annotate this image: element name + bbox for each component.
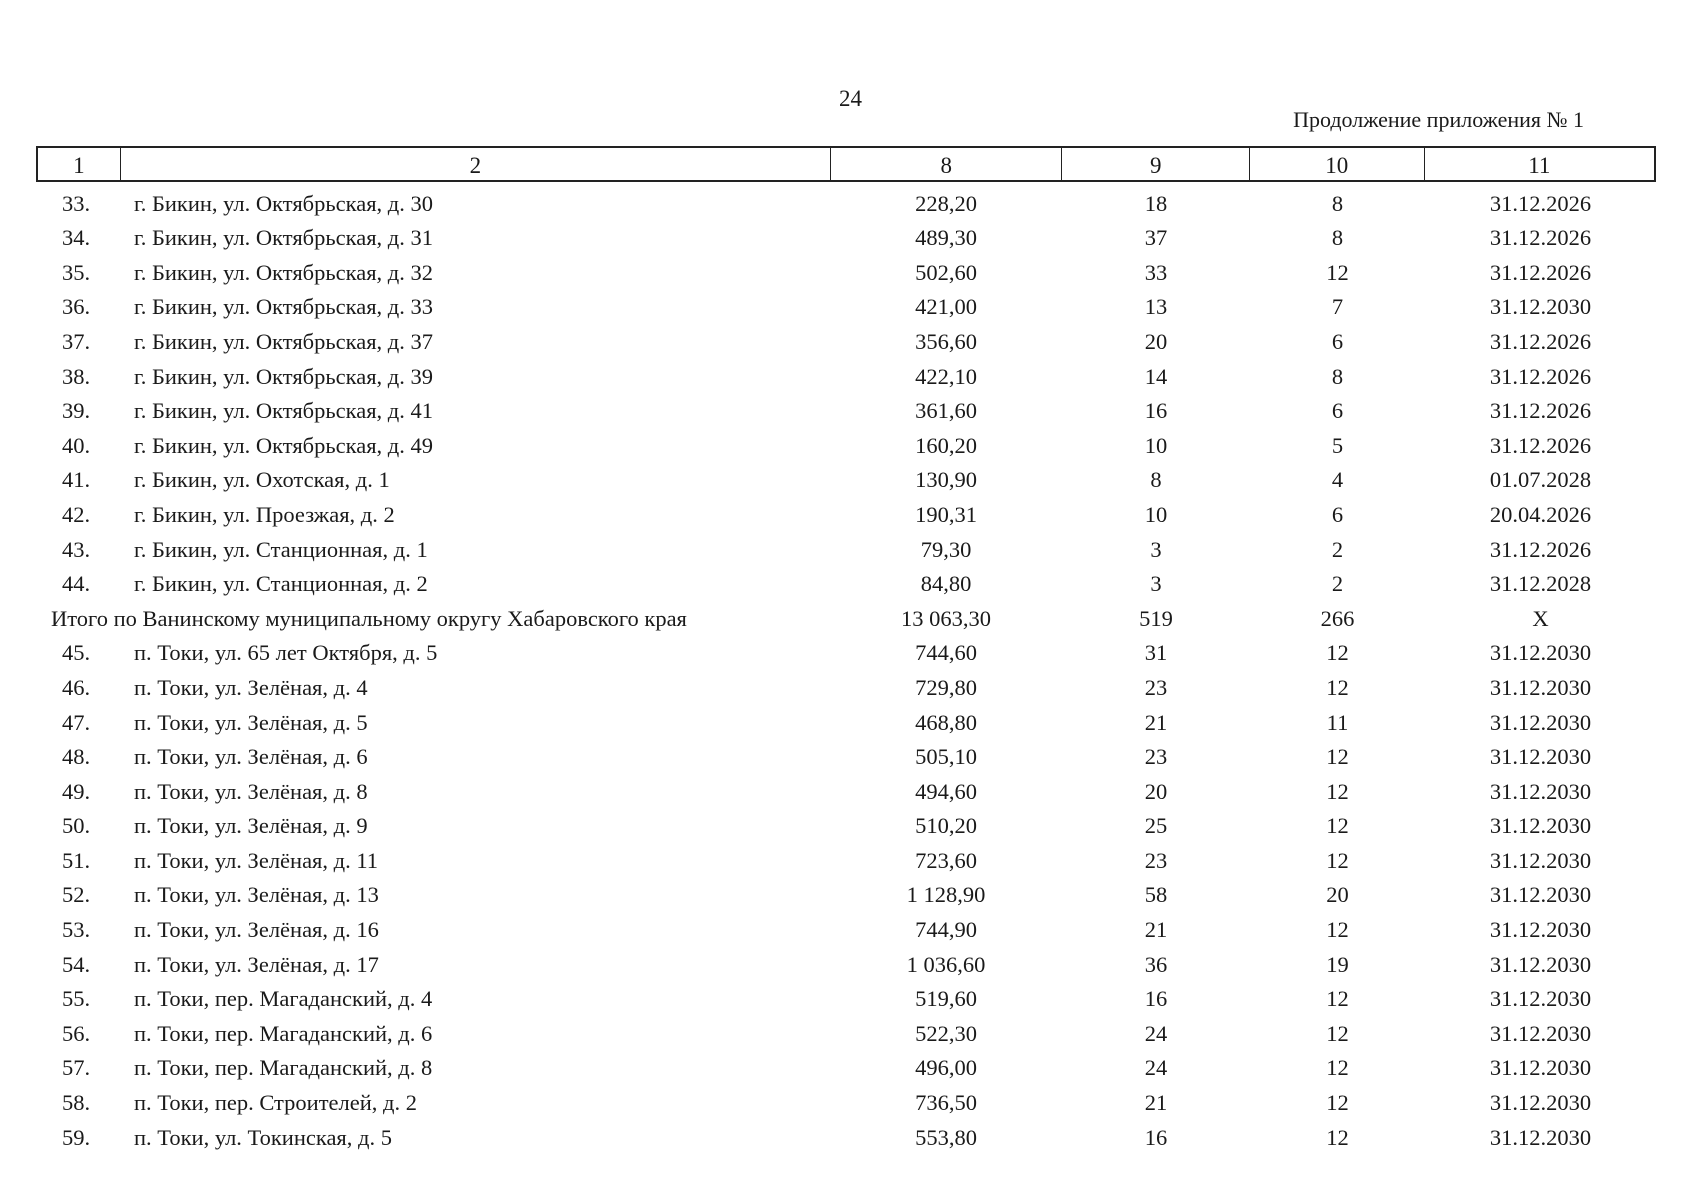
apartments-cell: 6: [1331, 328, 1344, 354]
area-cell: 84,80: [920, 571, 972, 597]
apartments-cell: 12: [1326, 813, 1349, 839]
table-row: [36, 1047, 1656, 1082]
row-number: 40.: [62, 432, 91, 458]
address-cell: г. Бикин, ул. Станционная, д. 2: [134, 571, 428, 597]
residents-cell: 13: [1144, 294, 1168, 320]
area-cell: 510,20: [915, 813, 977, 839]
apartments-cell: 12: [1326, 744, 1349, 770]
residents-cell: 3: [1150, 571, 1162, 597]
area-cell: 468,80: [915, 709, 977, 735]
address-cell: п. Токи, пер. Магаданский, д. 6: [134, 1020, 433, 1046]
residents-cell: 20: [1144, 778, 1168, 804]
address-cell: г. Бикин, ул. Октябрьская, д. 41: [134, 398, 433, 424]
row-number: 55.: [62, 986, 91, 1012]
residents-cell: 10: [1144, 432, 1168, 458]
date-cell: 31.12.2030: [1489, 778, 1592, 804]
apartments-cell: 19: [1326, 951, 1349, 977]
area-cell: 361,60: [915, 398, 977, 424]
row-number: 35.: [62, 259, 91, 285]
table-row: [36, 874, 1656, 909]
address-cell: п. Токи, ул. Зелёная, д. 11: [134, 847, 379, 873]
row-number: 44.: [62, 571, 91, 597]
address-cell: п. Токи, ул. Зелёная, д. 13: [134, 882, 379, 908]
date-cell: 31.12.2030: [1489, 813, 1592, 839]
row-number: 51.: [62, 847, 91, 873]
area-cell: 522,30: [915, 1020, 977, 1046]
apartments-cell: 6: [1331, 398, 1344, 424]
residents-cell: 3: [1150, 536, 1162, 562]
row-number: 36.: [62, 294, 91, 320]
address-cell: г. Бикин, ул. Охотская, д. 1: [134, 467, 390, 493]
table-row: [36, 424, 1656, 459]
date-cell: 31.12.2030: [1489, 1124, 1592, 1150]
row-number: 43.: [62, 536, 91, 562]
table-row: [36, 182, 1656, 217]
apartments-cell: 12: [1326, 1090, 1349, 1116]
area-cell: 496,00: [915, 1055, 977, 1081]
address-cell: г. Бикин, ул. Проезжая, д. 2: [134, 501, 395, 527]
address-cell: п. Токи, ул. 65 лет Октября, д. 5: [134, 640, 438, 666]
residents-cell: 519: [1139, 605, 1173, 631]
area-cell: 505,10: [915, 744, 977, 770]
table-row: [36, 1116, 1656, 1151]
area-cell: 744,90: [915, 917, 977, 943]
address-cell: г. Бикин, ул. Октябрьская, д. 31: [134, 225, 433, 251]
date-cell: 31.12.2026: [1489, 259, 1592, 285]
date-cell: 31.12.2030: [1489, 1090, 1592, 1116]
apartments-cell: 2: [1331, 536, 1344, 562]
row-number: 50.: [62, 813, 91, 839]
date-cell: 31.12.2026: [1489, 536, 1592, 562]
residents-cell: 8: [1150, 467, 1162, 493]
residents-cell: 58: [1144, 882, 1168, 908]
apartments-cell: 12: [1326, 674, 1349, 700]
residents-cell: 24: [1144, 1055, 1168, 1081]
area-cell: 79,30: [920, 536, 972, 562]
area-cell: 160,20: [915, 432, 977, 458]
housing-table: [36, 146, 1656, 1151]
row-number: 56.: [62, 1020, 91, 1046]
address-cell: п. Токи, ул. Зелёная, д. 6: [134, 744, 368, 770]
residents-cell: 23: [1144, 744, 1168, 770]
date-cell: 31.12.2030: [1489, 294, 1592, 320]
table-row: [36, 390, 1656, 425]
apartments-cell: 12: [1326, 1055, 1349, 1081]
date-cell: 31.12.2030: [1489, 674, 1592, 700]
address-cell: г. Бикин, ул. Октябрьская, д. 37: [134, 328, 433, 354]
apartments-cell: 8: [1331, 363, 1344, 389]
row-number: 39.: [62, 398, 91, 424]
date-cell: 31.12.2026: [1489, 398, 1592, 424]
table-row: [36, 839, 1656, 874]
area-cell: 494,60: [915, 778, 977, 804]
area-cell: 744,60: [915, 640, 977, 666]
date-cell: 31.12.2030: [1489, 986, 1592, 1012]
apartments-cell: 12: [1326, 640, 1349, 666]
area-cell: 1 036,60: [906, 951, 986, 977]
date-cell: 20.04.2026: [1489, 501, 1592, 527]
apartments-cell: 4: [1331, 467, 1344, 493]
address-cell: г. Бикин, ул. Октябрьская, д. 33: [134, 294, 433, 320]
row-number: 58.: [62, 1090, 91, 1116]
table-row: [36, 355, 1656, 390]
row-number: 45.: [62, 640, 91, 666]
row-number: 49.: [62, 778, 91, 804]
address-cell: п. Токи, ул. Токинская, д. 5: [134, 1124, 392, 1150]
area-cell: 422,10: [915, 363, 977, 389]
residents-cell: 24: [1144, 1020, 1168, 1046]
apartments-cell: 266: [1320, 605, 1355, 631]
row-number: 48.: [62, 744, 91, 770]
apartments-cell: 8: [1331, 190, 1344, 216]
residents-cell: 16: [1144, 398, 1168, 424]
date-cell: 31.12.2030: [1489, 1020, 1592, 1046]
header-cell-col-2: 2: [120, 148, 830, 180]
area-cell: 723,60: [915, 847, 977, 873]
row-number: 59.: [62, 1124, 91, 1150]
apartments-cell: 12: [1326, 1124, 1349, 1150]
apartments-cell: 5: [1331, 432, 1344, 458]
table-row: [36, 943, 1656, 978]
date-cell: 31.12.2030: [1489, 744, 1592, 770]
table-row: [36, 528, 1656, 563]
address-cell: п. Токи, ул. Зелёная, д. 8: [134, 778, 368, 804]
area-cell: 13 063,30: [901, 605, 991, 631]
date-cell: 31.12.2030: [1489, 709, 1592, 735]
appendix-continuation-note: Продолжение приложения № 1: [1293, 107, 1584, 132]
table-row: [36, 805, 1656, 840]
table-row: [36, 320, 1656, 355]
table-row: [36, 770, 1656, 805]
apartments-cell: 12: [1326, 1020, 1349, 1046]
date-cell: 31.12.2030: [1489, 882, 1592, 908]
row-number: 52.: [62, 882, 91, 908]
area-cell: 502,60: [915, 259, 977, 285]
address-cell: г. Бикин, ул. Октябрьская, д. 30: [134, 190, 433, 216]
apartments-cell: 12: [1326, 917, 1349, 943]
table-header: [36, 146, 1656, 182]
row-number: 57.: [62, 1055, 91, 1081]
row-number: 34.: [62, 225, 91, 251]
residents-cell: 23: [1144, 847, 1168, 873]
apartments-cell: 12: [1326, 778, 1349, 804]
residents-cell: 10: [1144, 501, 1168, 527]
residents-cell: 20: [1144, 328, 1168, 354]
residents-cell: 37: [1144, 225, 1168, 251]
header-cell-col-10: 10: [1249, 148, 1424, 180]
table-row: [36, 459, 1656, 494]
address-cell: п. Токи, пер. Магаданский, д. 4: [134, 986, 433, 1012]
row-number: 46.: [62, 674, 91, 700]
residents-cell: 23: [1144, 674, 1168, 700]
residents-cell: 14: [1144, 363, 1168, 389]
date-cell: 31.12.2030: [1489, 847, 1592, 873]
area-cell: 729,80: [915, 674, 977, 700]
address-cell: п. Токи, пер. Магаданский, д. 8: [134, 1055, 433, 1081]
residents-cell: 18: [1144, 190, 1168, 216]
area-cell: 736,50: [915, 1090, 977, 1116]
date-cell: 31.12.2026: [1489, 190, 1592, 216]
header-cell-col-8: 8: [830, 148, 1061, 180]
table-row: [36, 217, 1656, 252]
address-cell: п. Токи, ул. Зелёная, д. 16: [134, 917, 379, 943]
table-row: [36, 286, 1656, 321]
area-cell: 130,90: [915, 467, 977, 493]
date-cell: 31.12.2030: [1489, 917, 1592, 943]
table-row: [36, 563, 1656, 598]
date-cell: 01.07.2028: [1489, 467, 1592, 493]
date-cell: 31.12.2028: [1489, 571, 1592, 597]
date-cell: 31.12.2026: [1489, 328, 1592, 354]
row-number: 37.: [62, 328, 91, 354]
page-number: 24: [839, 86, 862, 111]
residents-cell: 21: [1144, 709, 1168, 735]
header-cell-col-1: 1: [73, 153, 85, 178]
table-row: [36, 632, 1656, 667]
area-cell: 553,80: [915, 1124, 977, 1150]
row-number: 41.: [62, 467, 91, 493]
date-cell: X: [1532, 605, 1549, 631]
apartments-cell: 8: [1331, 225, 1344, 251]
apartments-cell: 12: [1326, 986, 1349, 1012]
area-cell: 489,30: [915, 225, 977, 251]
area-cell: 421,00: [915, 294, 977, 320]
total-label: Итого по Ванинскому муниципальному округу Хабаровского края: [51, 605, 687, 631]
apartments-cell: 2: [1331, 571, 1344, 597]
table-body: [36, 182, 1656, 1151]
residents-cell: 21: [1144, 917, 1168, 943]
date-cell: 31.12.2026: [1489, 432, 1592, 458]
table-row: [36, 701, 1656, 736]
address-cell: п. Токи, ул. Зелёная, д. 17: [134, 951, 379, 977]
area-cell: 519,60: [915, 986, 977, 1012]
residents-cell: 31: [1144, 640, 1168, 666]
row-number: 42.: [62, 501, 91, 527]
address-cell: г. Бикин, ул. Октябрьская, д. 49: [134, 432, 433, 458]
table-row: [36, 251, 1656, 286]
date-cell: 31.12.2030: [1489, 951, 1592, 977]
table-row: [36, 1012, 1656, 1047]
address-cell: г. Бикин, ул. Станционная, д. 1: [134, 536, 428, 562]
table-row: [36, 493, 1656, 528]
residents-cell: 16: [1144, 986, 1168, 1012]
header-cell-col-9: 9: [1061, 148, 1249, 180]
table-row: [36, 978, 1656, 1013]
residents-cell: 36: [1144, 951, 1168, 977]
date-cell: 31.12.2030: [1489, 640, 1592, 666]
row-number: 54.: [62, 951, 91, 977]
address-cell: п. Токи, пер. Строителей, д. 2: [134, 1090, 417, 1116]
residents-cell: 25: [1144, 813, 1168, 839]
total-row: [36, 597, 1656, 632]
date-cell: 31.12.2026: [1489, 225, 1592, 251]
table-row: [36, 736, 1656, 771]
apartments-cell: 12: [1326, 847, 1349, 873]
row-number: 53.: [62, 917, 91, 943]
address-cell: п. Токи, ул. Зелёная, д. 9: [134, 813, 368, 839]
residents-cell: 21: [1144, 1090, 1168, 1116]
residents-cell: 33: [1144, 259, 1168, 285]
apartments-cell: 11: [1326, 709, 1349, 735]
date-cell: 31.12.2026: [1489, 363, 1592, 389]
table-row: [36, 666, 1656, 701]
area-cell: 1 128,90: [906, 882, 986, 908]
apartments-cell: 6: [1331, 501, 1344, 527]
row-number: 33.: [62, 190, 91, 216]
area-cell: 356,60: [915, 328, 977, 354]
apartments-cell: 12: [1326, 259, 1349, 285]
row-number: 47.: [62, 709, 91, 735]
row-number: 38.: [62, 363, 91, 389]
area-cell: 228,20: [915, 190, 977, 216]
table-row: [36, 908, 1656, 943]
address-cell: г. Бикин, ул. Октябрьская, д. 39: [134, 363, 433, 389]
date-cell: 31.12.2030: [1489, 1055, 1592, 1081]
address-cell: г. Бикин, ул. Октябрьская, д. 32: [134, 259, 433, 285]
area-cell: 190,31: [915, 501, 977, 527]
address-cell: п. Токи, ул. Зелёная, д. 4: [134, 674, 368, 700]
address-cell: п. Токи, ул. Зелёная, д. 5: [134, 709, 368, 735]
header-cell-col-11: 11: [1424, 148, 1654, 180]
apartments-cell: 20: [1326, 882, 1349, 908]
table-row: [36, 1081, 1656, 1116]
apartments-cell: 7: [1331, 294, 1344, 320]
residents-cell: 16: [1144, 1124, 1168, 1150]
